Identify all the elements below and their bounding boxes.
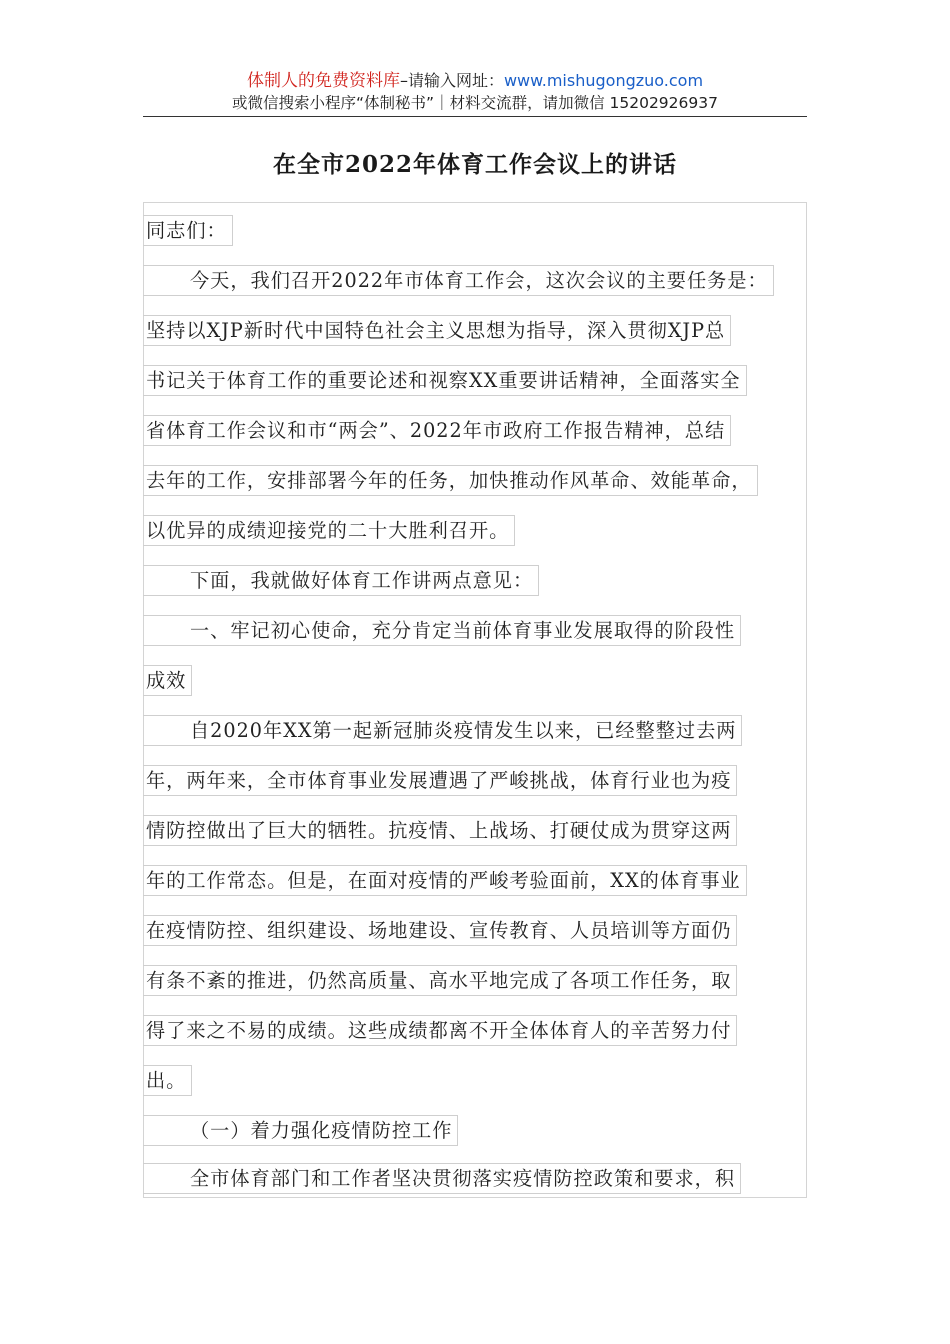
body-line: 省体育工作会议和市“两会”、2022年市政府工作报告精神，总结 [146, 419, 726, 442]
body-line: 今天，我们召开2022年市体育工作会，这次会议的主要任务是： [146, 268, 768, 294]
body-line: 在疫情防控、组织建设、场地建设、宣传教育、人员培训等方面仍 [146, 919, 732, 942]
body-line: 出。 [146, 1069, 187, 1092]
body-line: 年，两年来，全市体育事业发展遭遇了严峻挑战，体育行业也为疫 [146, 769, 732, 792]
body-line: 以优异的成绩迎接党的二十大胜利召开。 [146, 519, 510, 542]
body-line: 同志们： [146, 219, 227, 242]
body-line: 得了来之不易的成绩。这些成绩都离不开全体体育人的辛苦努力付 [146, 1019, 732, 1042]
url-prompt: –请输入网址： [399, 71, 504, 90]
site-header [0, 70, 950, 114]
body-line: 去年的工作，安排部署今年的任务，加快推动作风革命、效能革命， [146, 469, 752, 492]
subsection-heading-line: （一）着力强化疫情防控工作 [146, 1118, 452, 1144]
document-title: 在全市2022年体育工作会议上的讲话 [272, 151, 677, 178]
text-frame [143, 202, 807, 1198]
body-line: 全市体育部门和工作者坚决贯彻落实疫情防控政策和要求，积 [146, 1166, 735, 1192]
site-url-link[interactable]: www.mishugongzuo.com [503, 71, 704, 90]
header-divider [143, 116, 807, 117]
body-line: 书记关于体育工作的重要论述和视察XX重要讲话精神，全面落实全 [146, 369, 741, 392]
body-line: 情防控做出了巨大的牺牲。抗疫情、上战场、打硬仗成为贯穿这两 [146, 819, 732, 842]
body-line: 有条不紊的推进，仍然高质量、高水平地完成了各项工作任务，取 [146, 969, 732, 992]
body-line: 下面，我就做好体育工作讲两点意见： [146, 568, 533, 594]
body-line: 自2020年XX第一起新冠肺炎疫情发生以来，已经整整过去两 [146, 718, 736, 744]
header-line-2: 或微信搜索小程序“体制秘书”｜材料交流群，请加微信 15202926937 [232, 94, 718, 112]
body-line: 坚持以XJP新时代中国特色社会主义思想为指导，深入贯彻XJP总 [146, 319, 726, 342]
section-heading-line: 成效 [146, 669, 187, 692]
header-line-1 [0, 70, 950, 92]
body-line: 年的工作常态。但是，在面对疫情的严峻考验面前，XX的体育事业 [146, 869, 741, 892]
brand-name: 体制人的免费资料库 [246, 71, 400, 91]
section-heading-line: 一、牢记初心使命，充分肯定当前体育事业发展取得的阶段性 [146, 618, 735, 644]
